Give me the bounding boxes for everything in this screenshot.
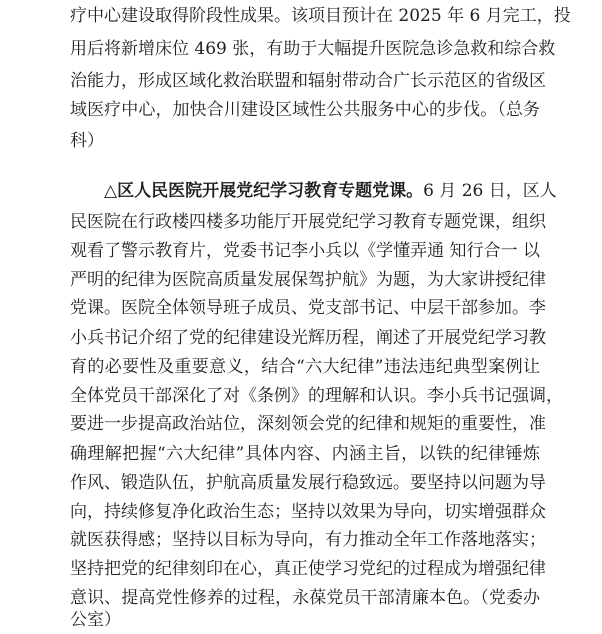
paragraph-2-line-6: 小兵书记介绍了党的纪律建设光辉历程，阐述了开展党纪学习教 [70, 328, 546, 348]
paragraph-2-first-line [104, 177, 557, 205]
paragraph-2-line-12: 向，持续修复净化政治生态；坚持以效果为导向，切实增强群众 [70, 502, 546, 522]
paragraph-2-line-7: 育的必要性及重要意义，结合“六大纪律”违法违纪典型案例让 [70, 357, 540, 377]
paragraph-2-line-10: 确理解把握“六大纪律”具体内容、内涵主旨，以铁的纪律锤炼 [70, 444, 540, 464]
paragraph-1-line-2: 用后将新增床位 469 张，有助于大幅提升医院急诊急救和综合救 [70, 39, 556, 59]
paragraph-2-line-1-rest: 6 月 26 日，区人 [423, 181, 557, 201]
paragraph-2-line-5: 党课。医院全体领导班子成员、党支部书记、中层干部参加。李 [70, 298, 546, 318]
paragraph-2-line-11: 作风、锻造队伍，护航高质量发展行稳致远。要坚持以问题为导 [70, 473, 546, 493]
paragraph-2-line-13: 就医获得感；坚持以目标为导向，有力推动全年工作落地落实； [70, 530, 546, 550]
paragraph-2-line-16: 公室） [70, 610, 121, 630]
paragraph-2-line-15: 意识、提高党性修养的过程，永葆党员干部清廉本色。（党委办 [70, 588, 540, 608]
paragraph-1-line-5: 科） [70, 131, 104, 151]
paragraph-2-line-4: 严明的纪律为医院高质量发展保驾护航》为题，为大家讲授纪律 [70, 270, 546, 290]
paragraph-2-line-3: 观看了警示教育片，党委书记李小兵以《学懂弄通 知行合一 以 [70, 241, 540, 261]
paragraph-1-line-3: 治能力，形成区域化救治联盟和辐射带动合广长示范区的省级区 [70, 71, 546, 91]
section-heading: △区人民医院开展党纪学习教育专题党课。 [104, 181, 424, 201]
paragraph-2-line-14: 坚持把党的纪律刻印在心，真正使学习党纪的过程成为增强纪律 [70, 559, 546, 579]
paragraph-1-line-4: 域医疗中心，加快合川建设区域性公共服务中心的步伐。（总务 [70, 100, 540, 120]
paragraph-1-line-1: 疗中心建设取得阶段性成果。该项目预计在 2025 年 6 月完工，投 [70, 6, 571, 26]
paragraph-2-line-8: 全体党员干部深化了对《条例》的理解和认识。李小兵书记强调， [70, 386, 563, 406]
paragraph-2-line-9: 要进一步提高政治站位，深刻领会党的纪律和规矩的重要性，准 [70, 414, 546, 434]
paragraph-2-line-2: 民医院在行政楼四楼多功能厅开展党纪学习教育专题党课，组织 [70, 212, 546, 232]
